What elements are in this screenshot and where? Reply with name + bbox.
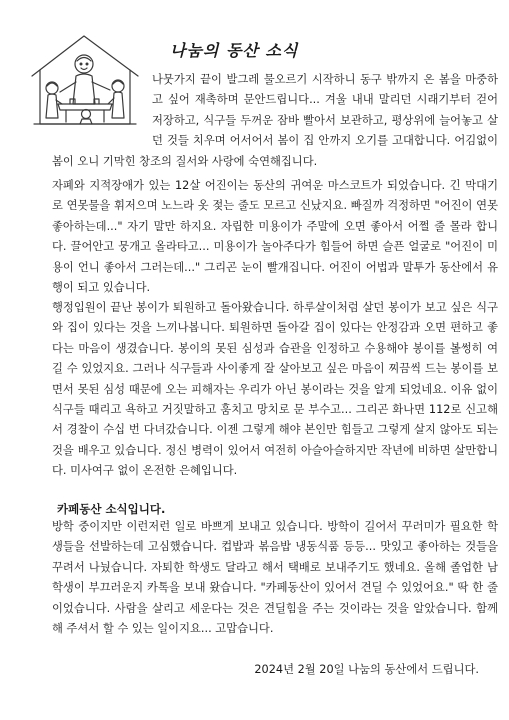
cafe-section-title: 카페동산 소식입니다. [57,502,166,516]
paragraph-eojin: 자폐와 지적장애가 있는 12살 어진이는 동산의 귀여운 마스코트가 되었습니다. 긴 막대기로 연못물을 휘저으며 노느라 옷 젖는 줄도 모르고 신났지요. 빠질까 걱정하면 "어진이 연못 좋아하는데..." 자기 말만 하지요. 자립한 미용이가 주말에 오면 좋아서 어쩔 줄 몰라 합니다. 끌어안고 뭉개고 올라타고... 미용이가 놀아주다가 힘들어 하면 슬픈 얼굴로 "어진이 미용이 언니 좋아서 그러는데..." 그리곤 눈이 빨개집니다. 어진이 어법과 말투가 동산에서 유행이 되고 있습니다. [52,179,498,295]
signature-date: 2024년 2월 20일 나눔의 동산에서 드립니다. [254,663,479,676]
paragraph-cafe: 방학 중이지만 이런저런 일로 바쁘게 보내고 있습니다. 방학이 길어서 꾸러미가 필요한 학생들을 선발하는데 고심했습니다. 컵밥과 볶음밥 냉동식품 등등... 맛있고 좋아하는 것들을 꾸려서 나눴습니다. 자퇴한 학생도 달라고 해서 택배로 보내주기도 했네요. 올해 졸업한 남학생이 부끄러운지 카톡을 보내 왔습니다. "카페동산이 있어서 견딜 수 있었어요." 딱 한 줄이었습니다. 사람을 살리고 세운다는 것은 견딜힘을 주는 것이라는 것을 알았습니다. 함께해 주셔서 할 수 있는 일이지요... 고맙습니다. [52,520,498,636]
intro-paragraph [52,70,498,172]
intro-text: 나뭇가지 끝이 발그레 물오르기 시작하니 동구 밖까지 온 봄을 마중하고 싶어 재촉하며 문안드립니다... 겨울 내내 말리던 시래기부터 걷어 저장하고, 식구들 두꺼운 잠바 빨아서 보관하고, 평상위에 늘어놓고 살던 것들 치우며 어서어서 봄이 집 안까지 오기를 고대합니다. 어김없이 봄이 오니 기막힌 창조의 질서와 사랑에 숙연해집니다. [52,73,498,168]
paragraph-bong: 행정입원이 끝난 봉이가 퇴원하고 돌아왔습니다. 하루살이처럼 살던 봉이가 보고 싶은 식구와 집이 있다는 것을 느끼나봅니다. 퇴원하면 돌아갈 집이 있다는 안정감과 오면 편하고 좋다는 마음이 생겼습니다. 봉이의 못된 심성과 습관을 인정하고 수용해야 봉이를 볼썽히 여길 수 있었지요. 그러나 식구들과 사이좋게 잘 살아보고 싶은 마음이 찌끔씩 드는 봉이를 보면서 못된 심성 때문에 오는 피해자는 우리가 아닌 봉이라는 것을 알게 되었네요. 이유 없이 식구들 때리고 욕하고 거짓말하고 훔치고 망치로 문 부수고... 그리곤 화나면 112로 신고해서 경찰이 수십 번 다녀갔습니다. 이젠 그렇게 해야 본인만 힘들고 그렇게 살지 않아도 되는 것을 배우고 있습니다. 정신 병력이 있어서 여전히 아슬아슬하지만 작년에 비하면 살만합니다. 미사여구 없이 온전한 은혜입니다. [52,301,498,478]
newsletter-title: 나눔의 동산 소식 [170,41,299,60]
